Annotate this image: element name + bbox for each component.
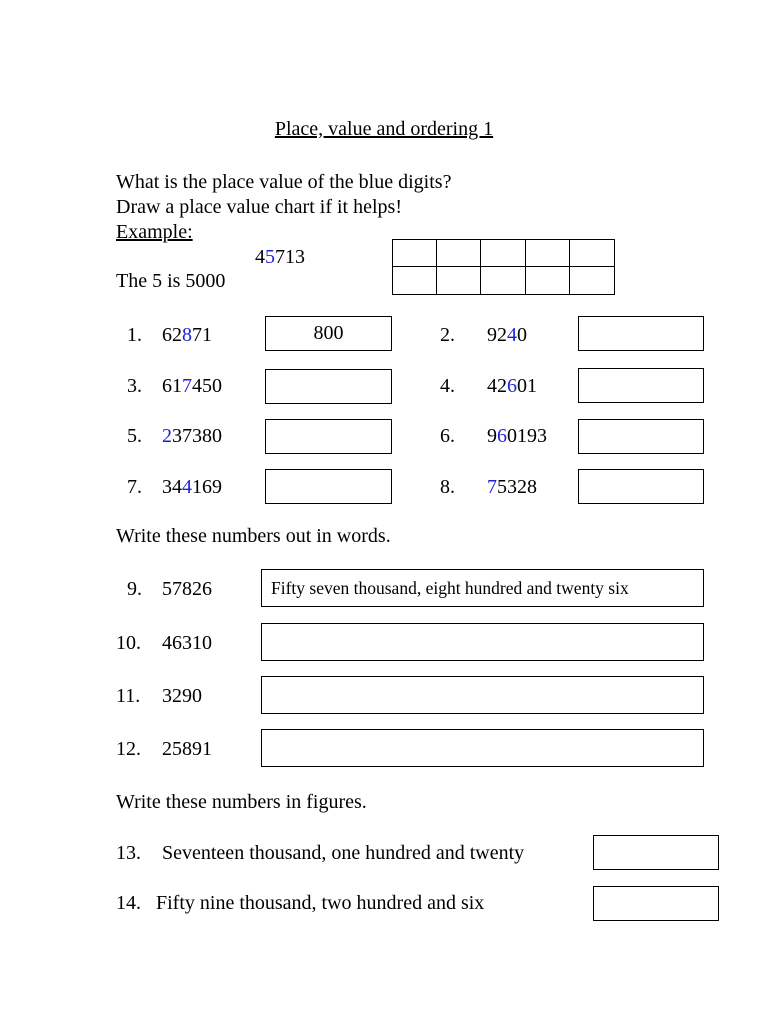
question-number: 12.: [116, 738, 141, 760]
question-number: 11.: [116, 685, 141, 707]
question-number: 7.: [127, 476, 142, 498]
question-value: 3290: [162, 685, 202, 707]
question-number: 9.: [127, 578, 142, 600]
answer-box[interactable]: [578, 419, 704, 454]
question-number: 2.: [440, 324, 455, 346]
worksheet-title: Place, value and ordering 1: [274, 118, 494, 140]
question-number: 1.: [127, 324, 142, 346]
question-value: 617450: [162, 375, 222, 397]
instruction-line-2: Draw a place value chart if it helps!: [116, 196, 402, 218]
question-number: 14.: [116, 892, 141, 914]
question-value: 42601: [487, 375, 537, 397]
question-value: 960193: [487, 425, 547, 447]
figures-section-heading: Write these numbers in figures.: [116, 791, 367, 813]
question-value: 62871: [162, 324, 212, 346]
question-value: Seventeen thousand, one hundred and twenty: [162, 842, 525, 864]
question-value: 25891: [162, 738, 212, 760]
question-value: 57826: [162, 578, 212, 600]
question-number: 6.: [440, 425, 455, 447]
answer-box[interactable]: [578, 368, 704, 403]
answer-box[interactable]: [261, 729, 704, 767]
answer-text: 800: [313, 322, 344, 344]
answer-box[interactable]: [265, 419, 392, 454]
answer-box[interactable]: [578, 316, 704, 351]
question-value: 344169: [162, 476, 222, 498]
question-value: 75328: [487, 476, 537, 498]
example-answer: The 5 is 5000: [116, 270, 226, 292]
question-number: 8.: [440, 476, 455, 498]
question-number: 5.: [127, 425, 142, 447]
answer-box[interactable]: [265, 369, 392, 404]
question-number: 3.: [127, 375, 142, 397]
answer-box[interactable]: [578, 469, 704, 504]
example-number: 45713: [255, 246, 305, 268]
question-value: Fifty nine thousand, two hundred and six: [156, 892, 485, 914]
instruction-line-1: What is the place value of the blue digits?: [116, 171, 452, 193]
answer-box[interactable]: [261, 569, 704, 607]
answer-box[interactable]: [261, 623, 704, 661]
words-section-heading: Write these numbers out in words.: [116, 525, 391, 547]
example-label: Example:: [116, 221, 193, 243]
place-value-chart: [392, 239, 615, 295]
answer-box[interactable]: [593, 886, 719, 921]
answer-box[interactable]: [265, 469, 392, 504]
answer-text: Fifty seven thousand, eight hundred and twenty six: [271, 577, 629, 598]
question-number: 4.: [440, 375, 455, 397]
question-value: 9240: [487, 324, 527, 346]
question-number: 10.: [116, 632, 141, 654]
question-number: 13.: [116, 842, 141, 864]
answer-box[interactable]: [261, 676, 704, 714]
answer-box[interactable]: [265, 316, 392, 351]
answer-box[interactable]: [593, 835, 719, 870]
question-value: 46310: [162, 632, 212, 654]
question-value: 237380: [162, 425, 222, 447]
